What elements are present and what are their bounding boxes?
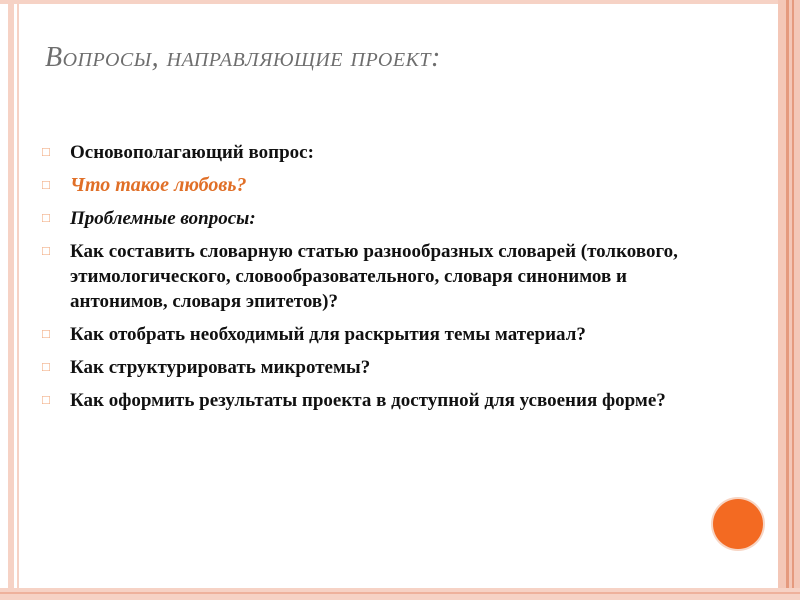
- list-item-text: Как оформить результаты проекта в доступной для усвоения форме?: [70, 390, 666, 411]
- slide-title: Вопросы, направляющие проект:: [45, 42, 441, 73]
- frame-left-line: [17, 0, 19, 600]
- list-item: [40, 355, 690, 380]
- list-item-text: Как структурировать микротемы?: [70, 357, 371, 378]
- hollow-box-bullet-icon: □: [42, 392, 50, 407]
- bullet-list: [40, 140, 690, 421]
- hollow-box-bullet-icon: □: [42, 210, 50, 225]
- hollow-box-bullet-icon: □: [42, 243, 50, 258]
- list-item: [40, 140, 690, 165]
- list-item-text: Основополагающий вопрос:: [70, 142, 314, 163]
- list-item: [40, 206, 690, 231]
- frame-right-border: [778, 0, 800, 600]
- hollow-box-bullet-icon: □: [42, 326, 50, 341]
- list-item-text: Как отобрать необходимый для раскрытия темы материал?: [70, 324, 586, 345]
- list-item-text: Проблемные вопросы:: [70, 208, 256, 229]
- orange-circle-decoration: [713, 499, 763, 549]
- hollow-box-bullet-icon: □: [42, 144, 50, 159]
- frame-right-line-2: [792, 0, 794, 600]
- list-item-text-highlight: Что такое любовь?: [70, 174, 247, 196]
- frame-right-line: [786, 0, 789, 600]
- list-item-text: Как составить словарную статью разнообразных словарей (толкового, этимологического, словообразовательного, словаря синонимов и антонимов, словаря эпитетов)?: [70, 241, 678, 312]
- frame-bottom-border: [0, 588, 800, 600]
- list-item: [40, 388, 690, 413]
- frame-left-border: [8, 0, 14, 600]
- frame-bottom-line: [0, 592, 800, 594]
- hollow-box-bullet-icon: □: [42, 177, 50, 192]
- list-item: [40, 173, 690, 198]
- frame-top-border: [0, 0, 800, 4]
- hollow-box-bullet-icon: □: [42, 359, 50, 374]
- list-item: [40, 239, 690, 314]
- list-item: [40, 322, 690, 347]
